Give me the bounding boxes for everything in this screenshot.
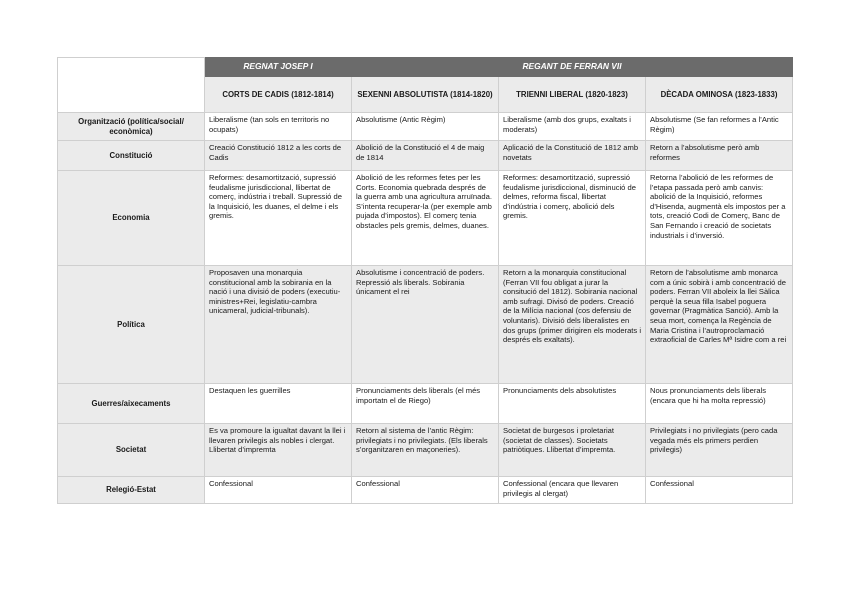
history-comparison-table [57,57,793,504]
era-header-ferran: REGANT DE FERRAN VII [352,58,793,77]
table-row [58,384,793,424]
table-cell: Retorn a la monarquia constitucional (Ferran VII fou obligat a jurar la consitució del 1812). Sobirania nacional amb sufragi. Divisó de poders. Creació de la Milícia nacional (cos defensiu de voluntaris). Divisió dels liberalistes en dos grups (primer dirigiren els moderats i després els exaltats). [499,266,646,384]
table-cell: Abolició de la Constitució el 4 de maig de 1814 [352,141,499,171]
table-cell: Liberalisme (amb dos grups, exaltats i moderats) [499,113,646,141]
row-label-economia: Economia [58,171,205,266]
table-cell: Retorn a l’absolutisme però amb reformes [646,141,793,171]
row-label-politica: Política [58,266,205,384]
table-cell: Aplicació de la Constitució de 1812 amb novetats [499,141,646,171]
table-row [58,477,793,504]
row-label-organitzacio: Organització (política/social/ econòmica) [58,113,205,141]
table-cell: Absolutisme (Antic Règim) [352,113,499,141]
table-cell: Confessional (encara que llevaren privilegis al clergat) [499,477,646,504]
period-header-trienni: TRIENNI LIBERAL (1820-1823) [499,77,646,113]
table-cell: Societat de burgesos i proletariat (societat de classes). Societats patriòtiques. Llibertat d’impremta. [499,424,646,477]
table-cell: Confessional [646,477,793,504]
corner-cell [58,58,205,113]
row-label-societat: Societat [58,424,205,477]
row-label-religio-estat: Relegió-Estat [58,477,205,504]
table-cell: Reformes: desamortització, supressió feudalisme jurisdiccional, llibertat de comerç, indústria i treball. Supressió de la Inquisició, les duanes, el delme i els gremis. [205,171,352,266]
table-row [58,266,793,384]
table-cell: Pronunciaments dels liberals (el més importatn el de Riego) [352,384,499,424]
table-cell: Proposaven una monarquia constitucional amb la sobirania en la nació i una divisió de poders (executiu-ministres+Rei, legislatiu-cambra unicameral, judicial-tribunals). [205,266,352,384]
table-row [58,141,793,171]
table-cell: Absolutisme (Se fan reformes a l’Antic Règim) [646,113,793,141]
table-cell: Retorn al sistema de l’antic Règim: privilegiats i no privilegiats. (Els liberals s’organitzaren en maçoneries). [352,424,499,477]
period-header-decada: DÈCADA OMINOSA (1823-1833) [646,77,793,113]
row-label-guerres: Guerres/aixecaments [58,384,205,424]
table-cell: Privilegiats i no privilegiats (pero cada vegada més els primers perdien privilegis) [646,424,793,477]
table-cell: Destaquen les guerrilles [205,384,352,424]
table-row [58,113,793,141]
table-cell: Reformes: desamortització, supressió feudalisme jurisdiccional, disminució de delmes, reforma fiscal, llibertat d’indústria i comerç, abolició dels gremis. [499,171,646,266]
table-cell: Es va promoure la igualtat davant la llei i llevaren privilegis als nobles i clergat. Llibertat d’impremta [205,424,352,477]
table-cell: Creació Constitució 1812 a les corts de Cadis [205,141,352,171]
table-cell: Confessional [352,477,499,504]
table-cell: Nous pronunciaments dels liberals (encara que hi ha molta repressió) [646,384,793,424]
table-cell: Retorna l’abolició de les reformes de l’etapa passada però amb canvis: abolició de la Inquisició, reformes d’Hisenda, augmentà els impostos per a tots, creació Codi de Comerç, Banc de San Fernando i creació de societats industrials i d’inversió. [646,171,793,266]
table-cell: Pronunciaments dels absolutistes [499,384,646,424]
era-header-row [58,58,793,77]
period-header-corts-cadis: CORTS DE CADIS (1812-1814) [205,77,352,113]
table-row [58,171,793,266]
table-cell: Liberalisme (tan sols en territoris no ocupats) [205,113,352,141]
table-cell: Confessional [205,477,352,504]
table-cell: Retorn de l’absolutisme amb monarca com a únic sobirà i amb concentració de poders. Ferran VII aboleix la llei Sàlica perquè la seua filla Isabel poguera governar (Pragmàtica Sanció). Amb la seua mort, comença la Regència de Maria Cristina i l’autroproclamació extraoficial de Carles Mª Isidre com a rei [646,266,793,384]
table-cell: Abolició de les reformes fetes per les Corts. Economia quebrada després de la guerra amb una agricultura arruïnada. S’intenta recuperar-la (per exemple amb pujada d’impostos). El comerç tenia obstacles pels gremis, delmes, duanes. [352,171,499,266]
table-cell: Absolutisme i concentració de poders. Repressió als liberals. Sobirania únicament el rei [352,266,499,384]
era-header-josep: REGNAT JOSEP I [205,58,352,77]
table-row [58,424,793,477]
row-label-constitucio: Constitució [58,141,205,171]
period-header-sexenni: SEXENNI ABSOLUTISTA (1814-1820) [352,77,499,113]
